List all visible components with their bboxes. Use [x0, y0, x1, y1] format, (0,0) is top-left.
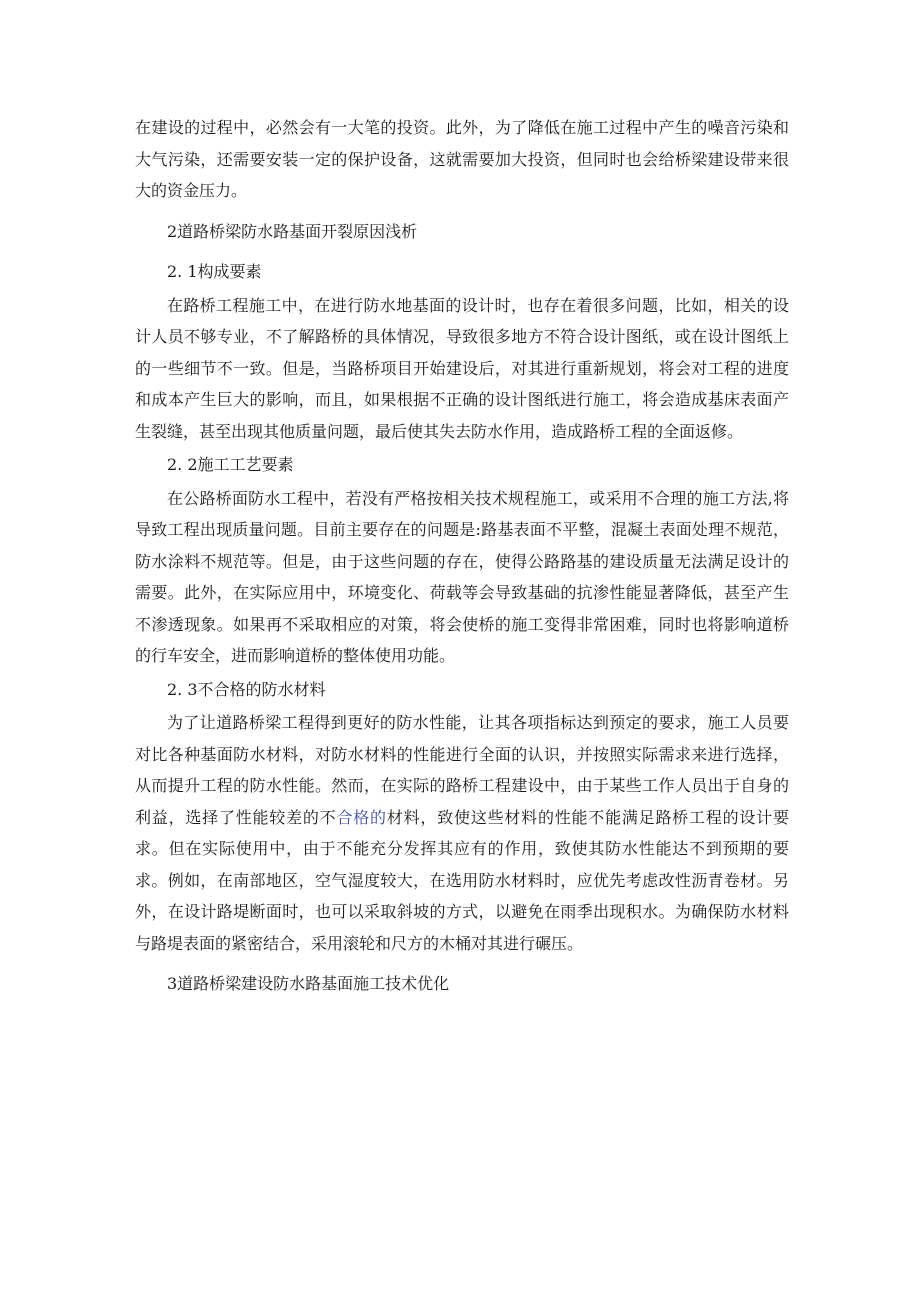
subsection-2-1-paragraph: 在路桥工程施工中，在进行防水地基面的设计时，也存在着很多问题，比如，相关的设计人员不够专业，不了解路桥的具体情况，导致很多地方不符合设计图纸，或在设计图纸上的一些细节不一致。但是，当路桥项目开始建设后，对其进行重新规划，将会对工程的进度和成本产生巨大的影响，而且，如果根据不正确的设计图纸进行施工，将会造成基床表面产生裂缝，甚至出现其他质量问题，最后使其失去防水作用，造成路桥工程的全面返修。: [135, 295, 789, 441]
subsection-2-3-paragraph: [135, 707, 789, 959]
subsection-2-2-paragraph: 在公路桥面防水工程中，若没有严格按相关技术规程施工，或采用不合理的施工方法,将导致工程出现质量问题。目前主要存在的问题是:路基表面不平整，混凝土表面处理不规范，防水涂料不规范等。但是，由于这些问题的存在，使得公路路基的建设质量无法满足设计的需要。此外，在实际应用中，环境变化、荷载等会导致基础的抗渗性能显著降低，甚至产生不渗透现象。如果再不采取相应的对策，将会使桥的施工变得非常困难，同时也将影响道桥的行车安全，进而影响道桥的整体使用功能。: [135, 488, 789, 665]
intro-paragraph: 在建设的过程中，必然会有一大笔的投资。此外，为了降低在施工过程中产生的噪音污染和大气污染，还需要安装一定的保护设备，这就需要加大投资，但同时也会给桥梁建设带来很大的资金压力。: [135, 118, 789, 200]
subsection-2-2-heading: 2. 2施工工艺要素: [167, 455, 294, 474]
subsection-2-3-heading: 2. 3不合格的防水材料: [167, 679, 326, 699]
section-3-heading: 3道路桥梁建设防水路基面施工技术优化: [167, 974, 450, 993]
document-body: [135, 112, 789, 1009]
subsection-2-1-heading: 2. 1构成要素: [167, 262, 262, 281]
paragraph-text-part-1: 为了让道路桥梁工程得到更好的防水性能，让其各项指标达到预定的要求，施工人员要对比各种基面防水材料，对防水材料的性能进行全面的认识，并按照实际需求来进行选择，从而提升工程的防水性能。然而，在实际的路桥工程建设中，由于某些工作人员出于自身的利益，选择了性能较差的不: [135, 713, 789, 827]
inline-link-text[interactable]: 合格的: [336, 807, 387, 827]
paragraph-text-part-2: 材料，致使这些材料的性能不能满足路桥工程的设计要求。但在实际使用中，由于不能充分发挥其应有的作用，致使其防水性能达不到预期的要求。例如，在南部地区，空气湿度较大，在选用防水材料时，应优先考虑改性沥青卷材。另外，在设计路堤断面时，也可以采取斜坡的方式，以避免在雨季出现积水。为确保防水材料与路堤表面的紧密结合，采用滚轮和尺方的木桶对其进行碾压。: [135, 807, 789, 953]
section-2-heading: 2道路桥梁防水路基面开裂原因浅析: [167, 221, 418, 241]
